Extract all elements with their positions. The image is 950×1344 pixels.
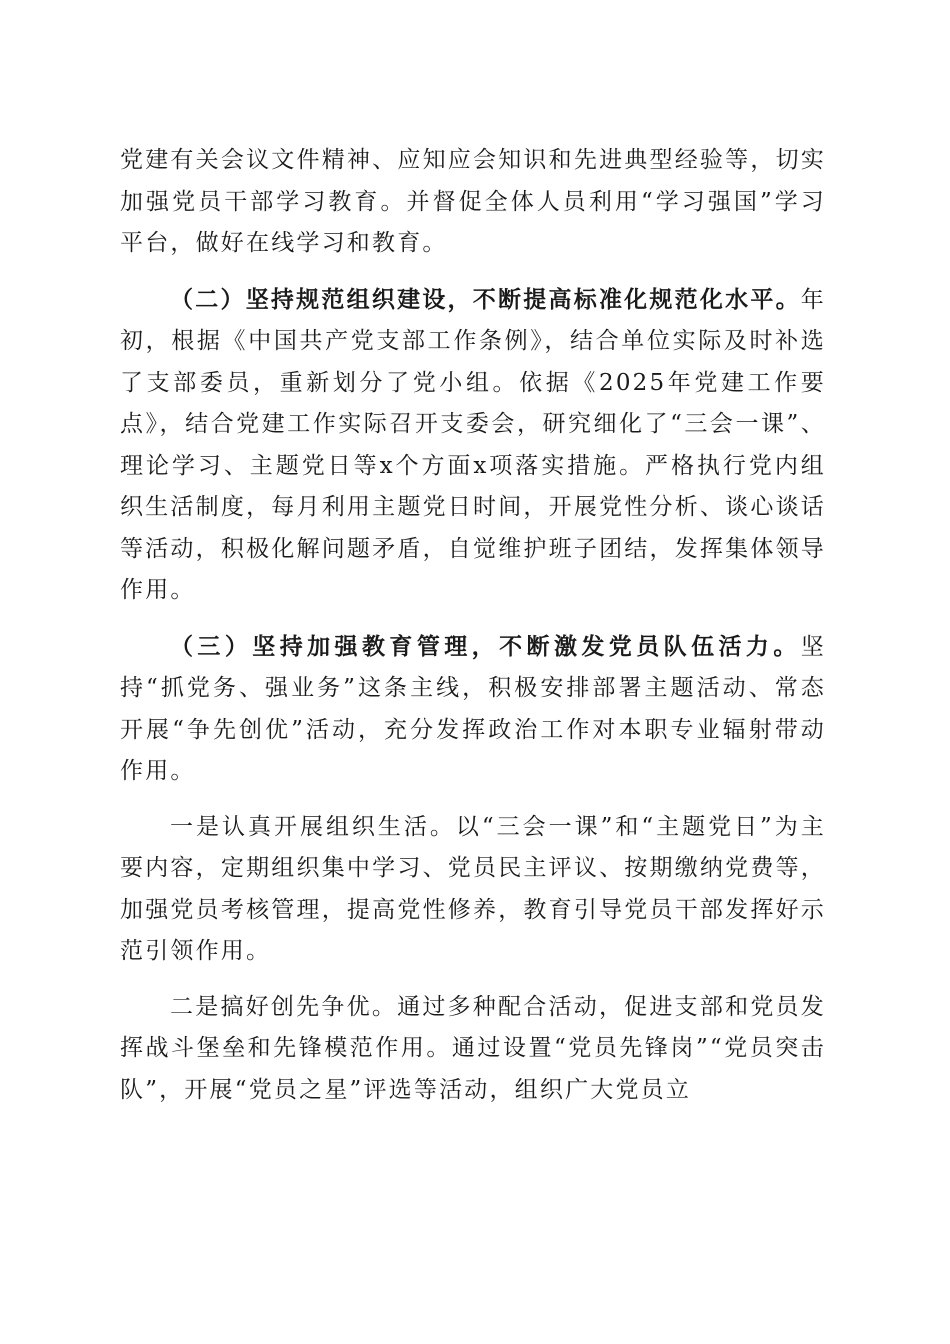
paragraph-organization-building — [120, 279, 826, 612]
paragraph-text: 坚持“抓党务、强业务”这条主线，积极安排部署主题活动、常态开展“争先创优”活动，充分发挥政治工作对本职专业辐射带动作用。 — [120, 633, 826, 784]
paragraph-organizational-life — [120, 807, 826, 973]
paragraph-text: 以“三会一课”和“主题党日”为主要内容，定期组织集中学习、党员民主评议、按期缴纳党费等，加强党员考核管理，提高党性修养，教育引导党员干部发挥好示范引领作用。 — [120, 813, 827, 964]
section-heading-3: （三）坚持加强教育管理，不断激发党员队伍活力。 — [170, 632, 801, 660]
paragraph-text: 年初，根据《中国共产党支部工作条例》，结合单位实际及时补选了支部委员，重新划分了党小组。依据《2025年党建工作要点》，结合党建工作实际召开支委会，研究细化了“三会一课”、理论学习、主题党日等x个方面x项落实措施。严格执行党内组织生活制度，每月利用主题党日时间，开展党性分析、谈心谈话等活动，积极化解问题矛盾，自觉维护班子团结，发挥集体领导作用。 — [120, 286, 826, 603]
paragraph-continuation — [120, 140, 826, 265]
section-heading-2: （二）坚持规范组织建设，不断提高标准化规范化水平。 — [170, 285, 801, 313]
item-heading-2: 二是搞好创先争优。 — [170, 993, 398, 1020]
paragraph-text: 党建有关会议文件精神、应知应会知识和先进典型经验等，切实加强党员干部学习教育。并督促全体人员利用“学习强国”学习平台，做好在线学习和教育。 — [120, 147, 826, 256]
paragraph-education-management — [120, 626, 826, 793]
paragraph-text: 通过多种配合活动，促进支部和党员发挥战斗堡垒和先锋模范作用。通过设置“党员先锋岗”“党员突击队”，开展“党员之星”评选等活动，组织广大党员立 — [120, 993, 826, 1103]
document-body — [120, 140, 826, 1111]
item-heading-1: 一是认真开展组织生活。 — [170, 813, 456, 840]
paragraph-excellence — [120, 987, 826, 1112]
